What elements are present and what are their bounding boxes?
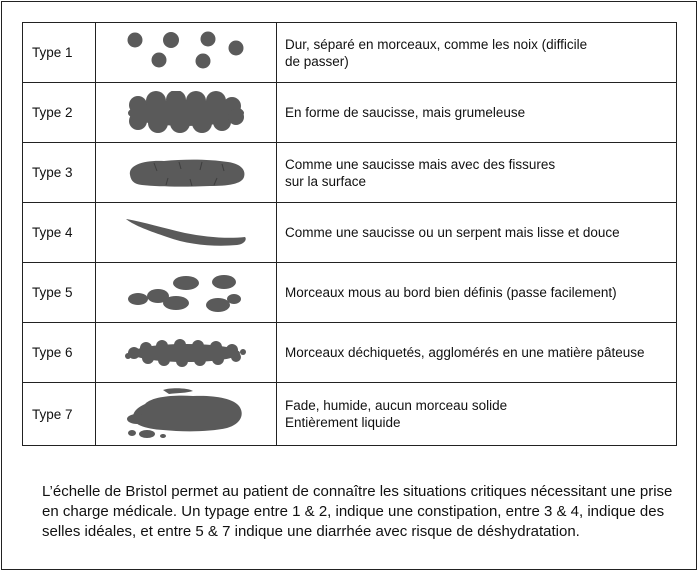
description-text: de passer): [285, 53, 349, 69]
description-text: Fade, humide, aucun morceau solide: [285, 398, 508, 413]
separate-lumps-icon: [121, 31, 251, 75]
table-row: [23, 143, 677, 203]
soft-blobs-icon: [124, 271, 248, 315]
description-text: Entièrement liquide: [285, 415, 401, 430]
watery-puddle-icon: [123, 386, 249, 442]
type-label: Type 6: [23, 323, 96, 383]
type-label: Type 4: [23, 203, 96, 263]
table-row: [23, 203, 677, 263]
description-text: Morceaux mous au bord bien définis (passe facilement): [285, 285, 617, 300]
table-row: [23, 323, 677, 383]
type-label: Type 1: [23, 23, 96, 83]
type-label: Type 5: [23, 263, 96, 323]
bristol-scale-table: [22, 22, 677, 446]
type-label: Type 7: [23, 383, 96, 446]
lumpy-sausage-icon: [124, 91, 248, 135]
description-text: sur la surface: [285, 173, 367, 189]
description-text: En forme de saucisse, mais grumeleuse: [285, 105, 526, 120]
description-text: Comme une saucisse mais avec des fissures: [285, 156, 556, 172]
mushy-pieces-icon: [124, 335, 248, 371]
smooth-snake-icon: [123, 213, 249, 253]
description-text: Morceaux déchiquetés, agglomérés en une matière pâteuse: [285, 345, 645, 360]
table-row: [23, 383, 677, 446]
table-row: [23, 263, 677, 323]
cracked-sausage-icon: [124, 153, 248, 193]
type-label: Type 2: [23, 83, 96, 143]
description-text: Dur, séparé en morceaux, comme les noix (difficile: [285, 36, 588, 52]
type-label: Type 3: [23, 143, 96, 203]
table-row: [23, 23, 677, 83]
description-text: Comme une saucisse ou un serpent mais lisse et douce: [285, 225, 620, 240]
table-row: [23, 83, 677, 143]
caption-text: L’échelle de Bristol permet au patient de connaître les situations critiques nécessitant une prise en charge médicale. Un typage entre 1 & 2, indique une constipation, entre 3 & 4, indique des selles idéales, et entre 5 & 7 indique une diarrhée avec risque de déshydratation.: [42, 483, 673, 540]
